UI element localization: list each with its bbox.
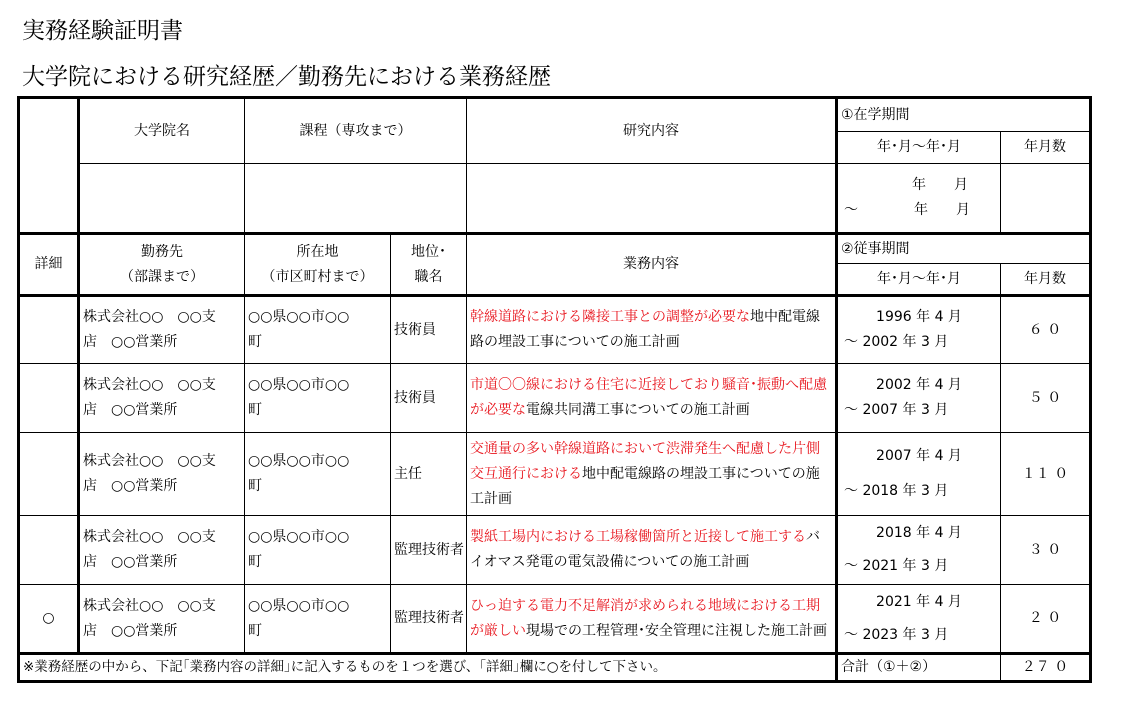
table-row: [19, 433, 1091, 516]
employer-cell: 株式会社○○ ○○支 店 ○○営業所: [79, 433, 245, 516]
location-cell: ○○県○○市○○ 町: [245, 364, 391, 433]
period-cell: 2021 年 4 月 ～ 2023 年 3 月: [837, 585, 1001, 654]
university-header: 大学院名: [79, 98, 245, 164]
experience-table: [17, 96, 1092, 683]
duties-cell: 幹線道路における隣接工事との調整が必要な地中配電線路の埋設工事についての施工計画: [467, 296, 837, 364]
course-cell: [245, 164, 467, 234]
enrollment-months-header: 年月数: [1001, 132, 1091, 164]
detail-cell: [19, 296, 79, 364]
detail-header: 詳細: [19, 234, 79, 296]
employer-cell: 株式会社○○ ○○支 店 ○○営業所: [79, 516, 245, 585]
position-cell: 監理技術者: [391, 585, 467, 654]
duties-cell: 市道〇〇線における住宅に近接しており騒音･振動へ配慮が必要な電線共同溝工事についての施工計画: [467, 364, 837, 433]
duties-cell: 交通量の多い幹線道路において渋滞発生へ配慮した片側交互通行における地中配電線路の埋設工事についての施工計画: [467, 433, 837, 516]
enrollment-start-date: 年 月: [912, 177, 968, 193]
location-header: [245, 234, 391, 296]
selected-detail-mark: ○: [42, 610, 55, 626]
table-row: [19, 364, 1091, 433]
position-header-label: 地位･: [411, 243, 446, 260]
location-cell: ○○県○○市○○ 町: [245, 516, 391, 585]
total-label: 合計（①＋②）: [837, 654, 1001, 682]
months-cell: ５ ０: [1001, 364, 1091, 433]
period-cell: 2018 年 4 月 ～ 2021 年 3 月: [837, 516, 1001, 585]
course-header: 課程（専攻まで）: [245, 98, 467, 164]
position-cell: 技術員: [391, 296, 467, 364]
enrollment-end-date: ～ 年 月: [844, 202, 970, 218]
enrollment-period-header: ①在学期間: [837, 98, 1091, 132]
position-header-sub: 職名: [414, 268, 443, 285]
document-title: 実務経験証明書: [22, 18, 183, 44]
document-subtitle: 大学院における研究経歴／勤務先における業務経歴: [22, 64, 551, 90]
enrollment-months-cell: [1001, 164, 1091, 234]
location-header-sub: （市区町村まで）: [261, 268, 374, 285]
position-cell: 主任: [391, 433, 467, 516]
detail-cell: [19, 516, 79, 585]
period-cell: 2002 年 4 月 ～ 2007 年 3 月: [837, 364, 1001, 433]
employer-cell: 株式会社○○ ○○支 店 ○○営業所: [79, 364, 245, 433]
location-cell: ○○県○○市○○ 町: [245, 296, 391, 364]
footer-note: ※業務経歴の中から、下記｢業務内容の詳細｣に記入するものを１つを選び、｢詳細｣欄に○を付して下さい。: [19, 654, 837, 682]
table-row: [19, 516, 1091, 585]
table-row: [19, 585, 1091, 654]
work-period-header: ②従事期間: [837, 234, 1091, 264]
employer-header: [79, 234, 245, 296]
position-cell: 監理技術者: [391, 516, 467, 585]
work-months-header: 年月数: [1001, 264, 1091, 296]
research-header: 研究内容: [467, 98, 837, 164]
work-range-header: 年･月～年･月: [837, 264, 1001, 296]
university-name-cell: [79, 164, 245, 234]
months-cell: ６ ０: [1001, 296, 1091, 364]
employer-header-label: 勤務先: [141, 243, 183, 260]
total-value: ２７ ０: [1001, 654, 1091, 682]
position-cell: 技術員: [391, 364, 467, 433]
research-content-cell: [467, 164, 837, 234]
duties-cell: ひっ迫する電力不足解消が求められる地域における工期が厳しい現場での工程管理･安全管理に注視した施工計画: [467, 585, 837, 654]
months-cell: １１ ０: [1001, 433, 1091, 516]
employer-cell: 株式会社○○ ○○支 店 ○○営業所: [79, 296, 245, 364]
detail-cell: [19, 364, 79, 433]
employer-header-sub: （部課まで）: [120, 268, 204, 285]
position-header: [391, 234, 467, 296]
employer-cell: 株式会社○○ ○○支 店 ○○営業所: [79, 585, 245, 654]
duties-header: 業務内容: [467, 234, 837, 296]
period-cell: 2007 年 4 月 ～ 2018 年 3 月: [837, 433, 1001, 516]
enrollment-period-cell: [837, 164, 1001, 234]
months-cell: ３ ０: [1001, 516, 1091, 585]
enrollment-range-header: 年･月～年･月: [837, 132, 1001, 164]
location-cell: ○○県○○市○○ 町: [245, 585, 391, 654]
months-cell: ２ ０: [1001, 585, 1091, 654]
table-row: [19, 296, 1091, 364]
detail-cell: [19, 585, 79, 654]
duties-cell: 製紙工場内における工場稼働箇所と近接して施工するバイオマス発電の電気設備についての施工計画: [467, 516, 837, 585]
detail-blank-cell: [19, 98, 79, 234]
location-cell: ○○県○○市○○ 町: [245, 433, 391, 516]
period-cell: 1996 年 4 月 ～ 2002 年 3 月: [837, 296, 1001, 364]
location-header-label: 所在地: [296, 243, 339, 260]
detail-cell: [19, 433, 79, 516]
